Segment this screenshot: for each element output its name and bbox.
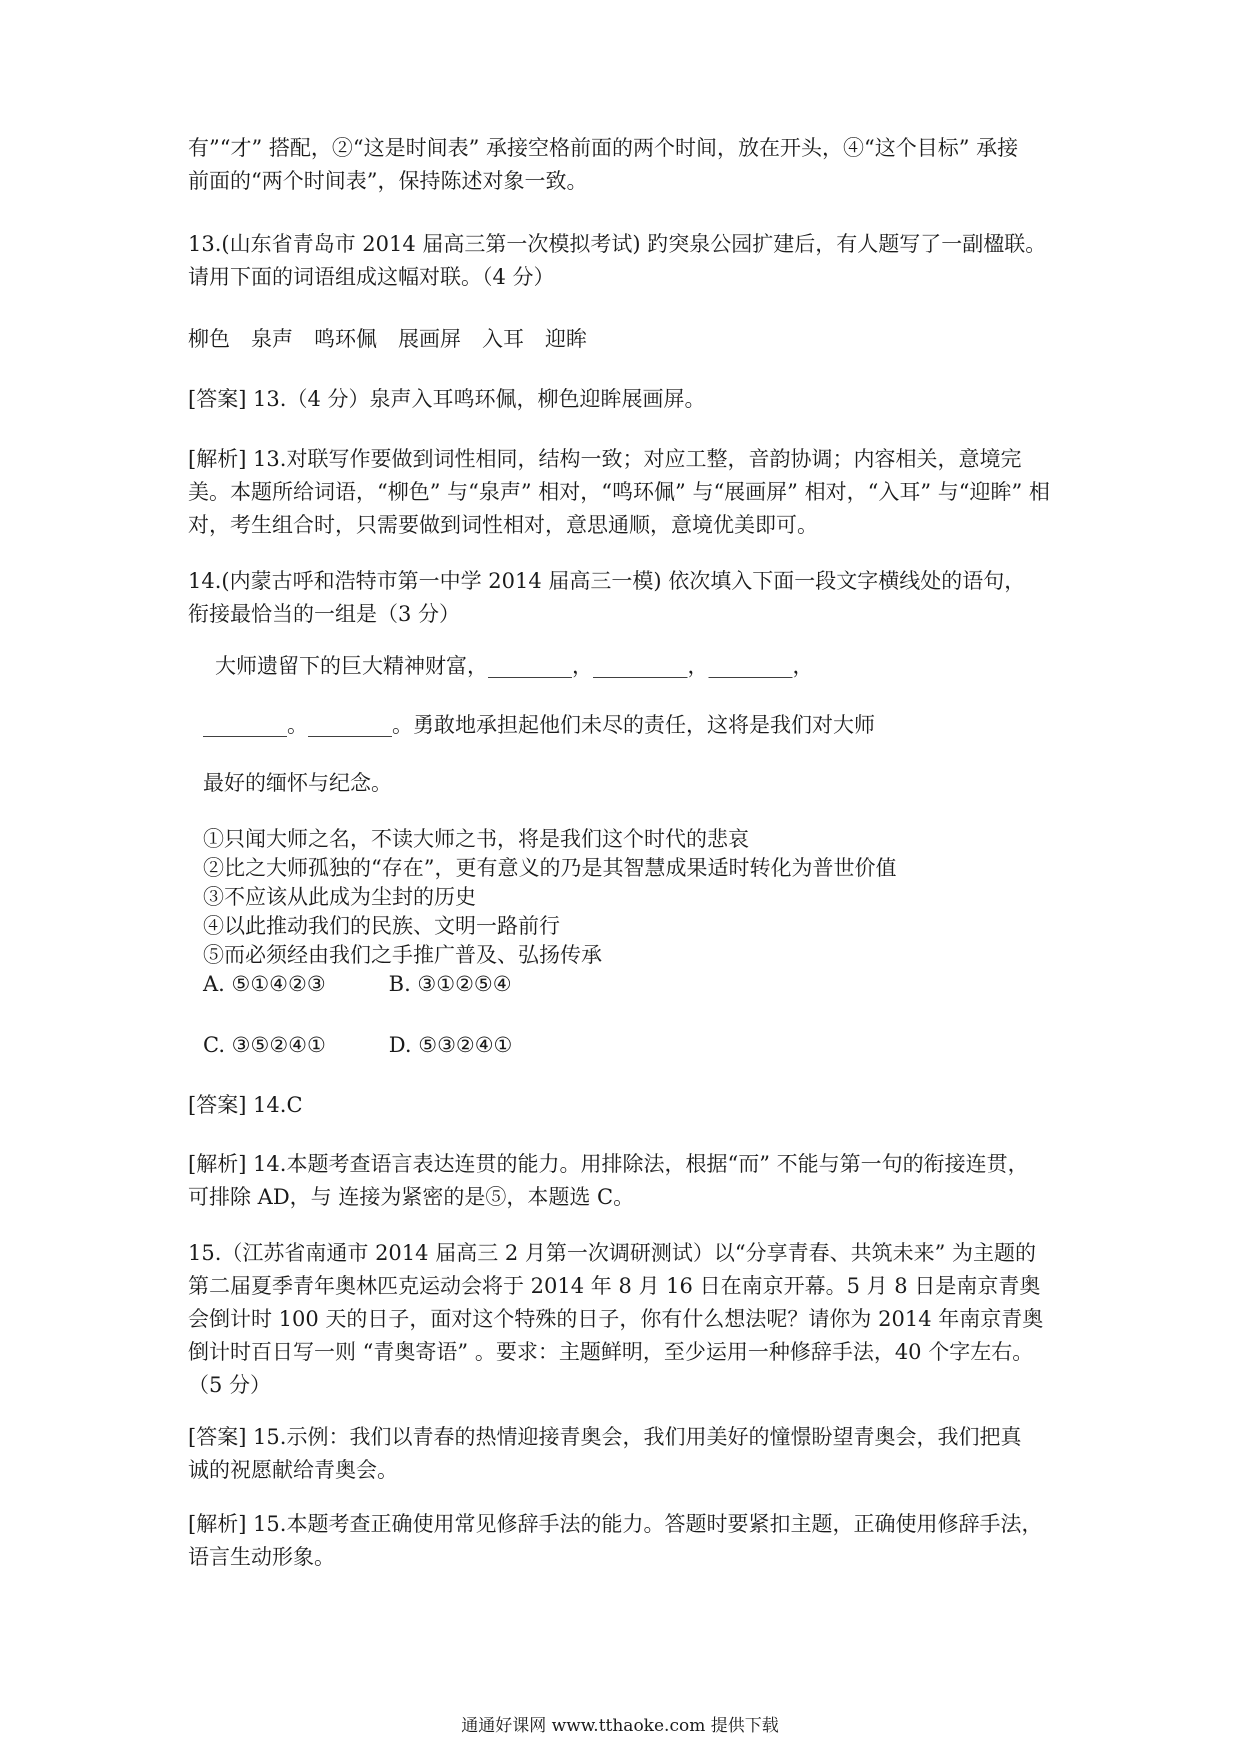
list-item: ④以此推动我们的民族、文明一路前行 — [203, 914, 560, 938]
text-line: 诚的祝愿献给青奥会。 — [188, 1458, 398, 1482]
question-15-analysis — [188, 1508, 1073, 1574]
text-line: 对，考生组合时，只需要做到词性相对，意思通顺，意境优美即可。 — [188, 513, 818, 537]
text-line: 14.(内蒙古呼和浩特市第一中学 2014 届高三一模) 依次填入下面一段文字横线处的语句， — [188, 569, 1026, 593]
options-row: A. ⑤①④②③ B. ③①②⑤④ — [203, 972, 512, 996]
text-line: 柳色 泉声 鸣环佩 展画屏 入耳 迎眸 — [188, 327, 587, 351]
question-14 — [188, 565, 1073, 631]
text-line: 美。本题所给词语，“柳色” 与“泉声” 相对，“鸣环佩” 与“展画屏” 相对，“入耳” 与“迎眸” 相 — [188, 480, 1050, 504]
text-line: 语言生动形象。 — [188, 1545, 335, 1569]
text-line: ________。________。勇敢地承担起他们未尽的责任，这将是我们对大师 — [203, 713, 875, 737]
options-row: C. ③⑤②④① D. ⑤③②④① — [203, 1033, 513, 1057]
page-footer: 通通好课网 www.tthaoke.com 提供下载 — [461, 1716, 779, 1736]
text-line: [解析] 15.本题考查正确使用常见修辞手法的能力。答题时要紧扣主题，正确使用修辞手法， — [188, 1512, 1043, 1536]
text-line: 13.(山东省青岛市 2014 届高三第一次模拟考试) 趵突泉公园扩建后，有人题写了一副楹联。 — [188, 232, 1047, 256]
text-line: 前面的“两个时间表”，保持陈述对象一致。 — [188, 169, 588, 193]
question-14-analysis — [188, 1148, 1073, 1214]
list-item: ②比之大师孤独的“存在”，更有意义的乃是其智慧成果适时转化为普世价值 — [203, 856, 897, 880]
question-14-answer — [188, 1089, 1073, 1122]
question-14-options-row-2 — [203, 1029, 1088, 1062]
text-line: 大师遗留下的巨大精神财富，________，_________，________， — [215, 654, 814, 678]
question-14-passage-line-2 — [203, 709, 1088, 742]
text-line: 15.（江苏省南通市 2014 届高三 2 月第一次调研测试）以“分享青春、共筑未来” 为主题的 — [188, 1241, 1037, 1265]
text-line: [答案] 13.（4 分）泉声入耳鸣环佩，柳色迎眸展画屏。 — [188, 387, 706, 411]
list-item: ⑤而必须经由我们之手推广普及、弘扬传承 — [203, 943, 602, 967]
question-14-items — [203, 825, 1088, 999]
question-15 — [188, 1237, 1073, 1402]
question-13-answer — [188, 383, 1073, 416]
list-item: ③不应该从此成为尘封的历史 — [203, 885, 476, 909]
intro-paragraph — [188, 132, 1073, 198]
text-line: （5 分） — [188, 1373, 272, 1397]
text-line: 请用下面的词语组成这幅对联。（4 分） — [188, 265, 555, 289]
text-line: 可排除 AD，与 连接为紧密的是⑤，本题选 C。 — [188, 1185, 635, 1209]
question-15-answer — [188, 1421, 1073, 1487]
text-line: 第二届夏季青年奥林匹克运动会将于 2014 年 8 月 16 日在南京开幕。5 月 8 日是南京青奥 — [188, 1274, 1041, 1298]
text-line: [解析] 13.对联写作要做到词性相同，结构一致；对应工整，音韵协调；内容相关，意境完 — [188, 447, 1022, 471]
question-14-passage-line-3 — [203, 767, 1088, 800]
text-line: 倒计时百日写一则 “青奥寄语” 。要求：主题鲜明，至少运用一种修辞手法，40 个字左右。 — [188, 1340, 1034, 1364]
text-line: 有”“才” 搭配，②“这是时间表” 承接空格前面的两个时间，放在开头，④“这个目标” 承接 — [188, 136, 1019, 160]
text-line: 衔接最恰当的一组是（3 分） — [188, 602, 461, 626]
list-item: ①只闻大师之名，不读大师之书，将是我们这个时代的悲哀 — [203, 827, 749, 851]
text-line: [解析] 14.本题考查语言表达连贯的能力。用排除法，根据“而” 不能与第一句的衔接连贯， — [188, 1152, 1029, 1176]
question-13-words — [188, 323, 1073, 356]
text-line: [答案] 14.C — [188, 1093, 303, 1117]
question-14-passage-line-1 — [215, 650, 1100, 683]
question-13-analysis — [188, 443, 1073, 542]
text-line: 会倒计时 100 天的日子，面对这个特殊的日子，你有什么想法呢？请你为 2014 年南京青奥 — [188, 1307, 1044, 1331]
question-13 — [188, 228, 1073, 294]
text-line: 最好的缅怀与纪念。 — [203, 771, 392, 795]
text-line: [答案] 15.示例：我们以青春的热情迎接青奥会，我们用美好的憧憬盼望青奥会，我们把真 — [188, 1425, 1022, 1449]
